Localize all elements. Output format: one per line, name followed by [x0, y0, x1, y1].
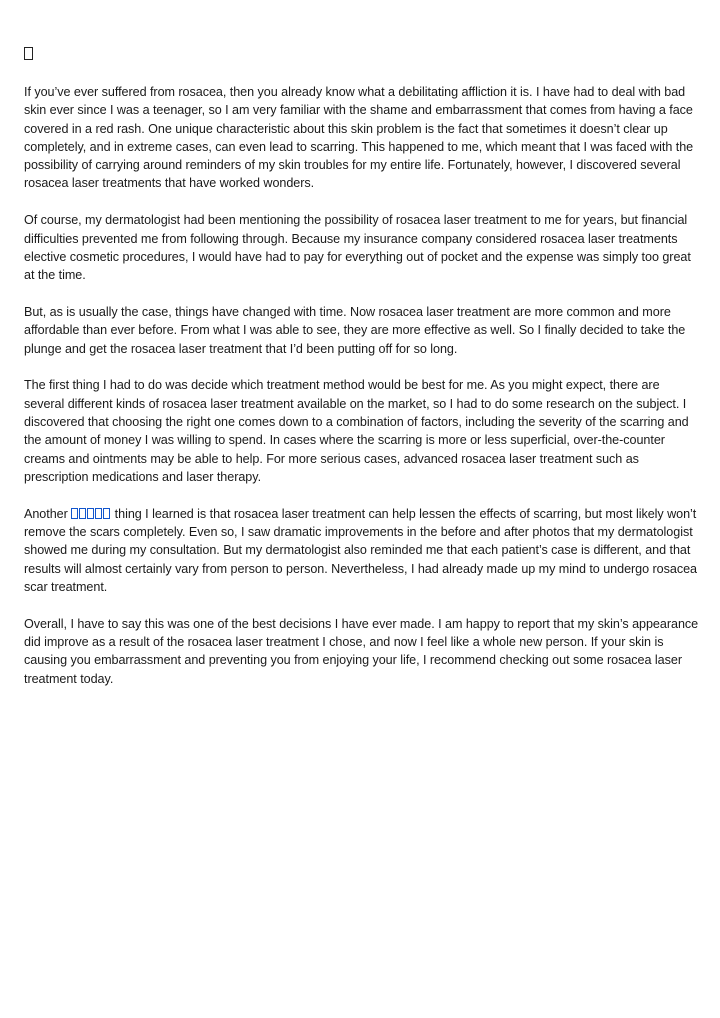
article-body [24, 83, 699, 706]
paragraph-5 [24, 505, 699, 596]
paragraph-6: Overall, I have to say this was one of the best decisions I have ever made. I am happy to report that my skin’s appearance did improve as a result of the rosacea laser treatment I chose, and now I feel like a whole new person. If your skin is causing you embarrassment and preventing you from enjoying your life, I recommend checking out some rosacea laser treatment today. [24, 616, 699, 686]
missing-glyph-icon [87, 508, 94, 519]
paragraph-5-lead: Another [24, 506, 72, 521]
missing-glyph-icon [103, 508, 110, 519]
inline-link[interactable] [71, 507, 111, 521]
missing-glyph-icon [24, 47, 33, 60]
paragraph-3: But, as is usually the case, things have changed with time. Now rosacea laser treatment are more common and more affordable than ever before. From what I was able to see, they are more effective as well. So I finally decided to take the plunge and get the rosacea laser treatment that I’d been putting off for so long. [24, 304, 686, 356]
paragraph-1: If you’ve ever suffered from rosacea, then you already know what a debilitating affliction it is. I have had to deal with bad skin ever since I was a teenager, so I am very familiar with the shame and embarrassment that comes from having a face covered in a red rash. One unique characteristic about this skin problem is the fact that sometimes it doesn’t clear up completely, and in extreme cases, can even lead to scarring. This happened to me, which meant that I was faced with the possibility of carrying around reminders of my skin troubles for my entire life. Fortunately, however, I discovered several rosacea laser treatments that have worked wonders. [24, 85, 694, 191]
paragraph-5-rest: thing I learned is that rosacea laser treatment can help lessen the effects of scarring, but most likely won’t remove the scars completely. Even so, I saw dramatic improvements in the before and after photos that my dermatologist showed me during my consultation. But my dermatologist also reminded me that each patient’s case is different, and that results will almost certainly vary from person to person. Nevertheless, I had already made up my mind to undergo rosacea scar treatment. [24, 506, 697, 594]
missing-glyph-icon [95, 508, 102, 519]
missing-glyph-icon [71, 508, 78, 519]
paragraph-2: Of course, my dermatologist had been mentioning the possibility of rosacea laser treatment to me for years, but financial difficulties prevented me from following through. Because my insurance company considered rosacea laser treatments elective cosmetic procedures, I would have had to pay for everything out of pocket and the expense was simply too great at the time. [24, 213, 691, 283]
missing-glyph-icon [79, 508, 86, 519]
paragraph-4: The first thing I had to do was decide which treatment method would be best for me. As you might expect, there are several different kinds of rosacea laser treatment available on the market, so I had to do some research on the subject. I discovered that choosing the right one comes down to a combination of factors, including the severity of the scarring and the amount of money I was willing to spend. In cases where the scarring is more or less superficial, over-the-counter creams and ointments may be able to help. For more serious cases, advanced rosacea laser treatment such as prescription medications and laser therapy. [24, 378, 689, 484]
